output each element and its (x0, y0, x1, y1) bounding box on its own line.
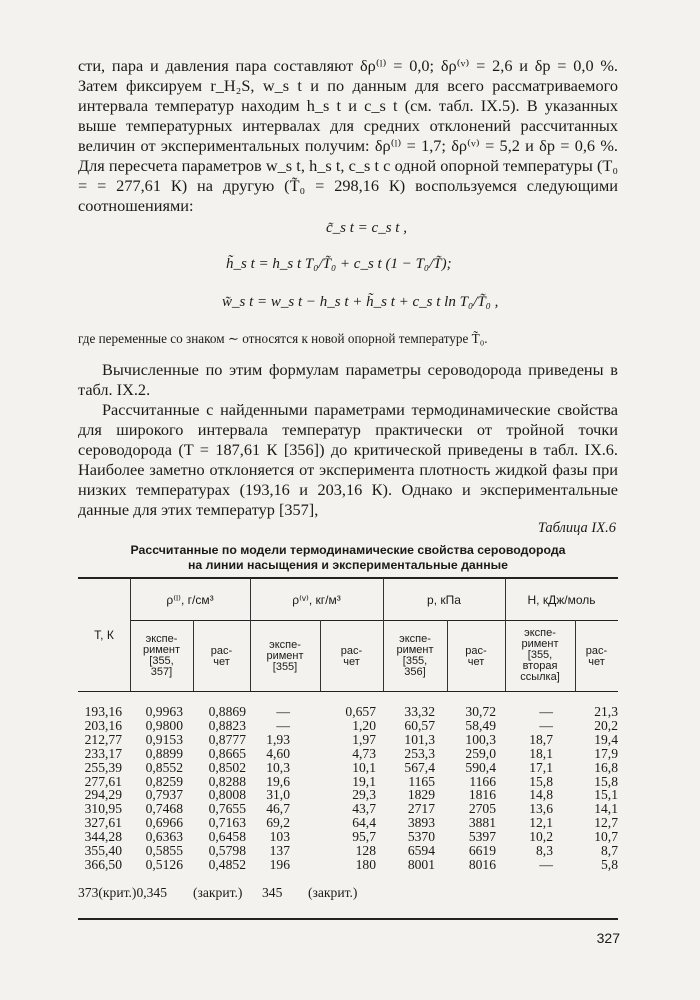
cell-rho-l-calc: 0,7655 (208, 801, 246, 817)
crit-rho-v: 345 (262, 885, 283, 900)
cell-p-calc: 1816 (468, 787, 496, 803)
cell-T: 233,17 (84, 745, 122, 761)
cell-rho-l-calc: 0,8777 (208, 731, 246, 747)
cell-p-calc: 1166 (469, 773, 496, 789)
cell-rho-l-calc: 0,5798 (208, 843, 246, 858)
cell-T: 327,61 (84, 815, 122, 831)
cell-rho-v-exp: 1,93 (266, 731, 290, 747)
cell-H-calc: 15,8 (594, 773, 618, 789)
cell-p-exp: 3893 (407, 815, 435, 831)
cell-rho-l-exp: 0,9963 (145, 704, 183, 719)
cell-rho-v-exp: 196 (269, 856, 290, 872)
cell-rho-v-exp: — (276, 717, 290, 733)
cell-p-exp: 101,3 (404, 731, 435, 747)
cell-rho-l-exp: 0,5855 (145, 843, 183, 858)
cell-rho-v-calc: 1,20 (352, 717, 376, 733)
cell-H-calc: 19,4 (594, 731, 618, 747)
cell-H-exp: 15,8 (529, 773, 553, 789)
cell-H-calc: 8,7 (601, 843, 618, 858)
cell-T: 294,29 (84, 787, 122, 803)
cell-rho-l-calc: 0,8665 (208, 745, 246, 761)
subheader-H-exp: экспе- римент [355, вторая ссылка] (520, 627, 560, 683)
cell-rho-v-calc: 128 (355, 843, 376, 858)
subheader-rho-v-calc: рас- чет (340, 645, 363, 668)
formula-1: c̃_s t = c_s t , (326, 220, 407, 236)
header-rho-v: ρ⁽ᵛ⁾, кг/м³ (292, 593, 341, 607)
cell-rho-v-calc: 180 (355, 856, 376, 872)
table-title-line-2: на линии насыщения и экспериментальные данные (188, 558, 508, 572)
cell-p-exp: 253,3 (404, 745, 435, 761)
cell-rho-l-calc: 0,4852 (208, 856, 246, 872)
cell-p-exp: 6594 (407, 843, 435, 858)
cell-rho-v-calc: 43,7 (352, 801, 376, 817)
paragraph-2 (78, 360, 618, 400)
cell-T: 355,40 (84, 843, 122, 858)
cell-rho-v-exp: — (276, 704, 290, 719)
cell-H-exp: 8,3 (536, 843, 553, 858)
table-header-rule (78, 691, 618, 692)
cell-p-calc: 30,72 (465, 704, 496, 719)
cell-H-exp: 18,1 (529, 745, 553, 761)
cell-rho-v-exp: 4,60 (266, 745, 290, 761)
paragraph-2-text: Вычисленные по этим формулам параметры сероводорода приведены в табл. IX.2. (78, 360, 618, 399)
cell-p-calc: 58,49 (465, 717, 496, 733)
cell-rho-v-exp: 137 (269, 843, 290, 858)
paragraph-3-text: Рассчитанные с найденными параметрами термодинамические свойства для широкого интервала температур практически от тройной точки сероводорода (T = 187,61 К [356]) до критической приведены в табл. IX.6. Наиболее заметно отклоняется от эксперимента плотность жидкой фазы при низких температурах (193,16 и 203,16 К). Однако и экспериментальные данные для этих температур [357], (78, 400, 618, 519)
cell-rho-v-exp: 69,2 (266, 815, 290, 831)
cell-rho-v-calc: 1,97 (352, 731, 376, 747)
cell-H-exp: — (539, 717, 553, 733)
header-T: T, К (94, 628, 114, 642)
cell-rho-l-calc: 0,8502 (208, 759, 246, 775)
cell-T: 203,16 (84, 717, 122, 733)
cell-rho-l-calc: 0,6458 (208, 829, 246, 845)
table-top-rule (78, 577, 618, 579)
cell-T: 277,61 (84, 773, 122, 789)
cell-H-exp: 17,1 (529, 759, 553, 775)
subheader-rho-l-exp: экспе- римент [355, 357] (142, 633, 181, 678)
cell-H-calc: 12,7 (594, 815, 618, 831)
cell-H-exp: 13,6 (529, 801, 553, 817)
subheader-p-calc: рас- чет (465, 645, 487, 668)
cell-p-calc: 2705 (468, 801, 496, 817)
cell-rho-l-calc: 0,8288 (208, 773, 246, 789)
cell-p-exp: 1829 (407, 787, 435, 803)
cell-T: 344,28 (84, 829, 122, 845)
subheader-rho-l-calc: рас- чет (210, 645, 233, 668)
cell-rho-l-exp: 0,6363 (145, 829, 183, 845)
header-rho-l: ρ⁽ˡ⁾, г/см³ (166, 593, 214, 607)
cell-H-calc: 15,1 (594, 787, 618, 803)
cell-rho-l-exp: 0,7468 (145, 801, 183, 817)
cell-H-exp: — (539, 704, 553, 719)
cell-rho-v-calc: 0,657 (345, 704, 376, 719)
cell-H-calc: 16,8 (594, 759, 618, 775)
table-bottom-rule (78, 918, 618, 920)
tilde-note: где переменные со знаком ∼ относятся к новой опорной температуре T̃₀. (78, 331, 488, 346)
formula-2: h̃_s t = h_s t T₀/T̃₀ + c_s t (1 − T₀/T̃); (226, 256, 452, 272)
cell-T: 193,16 (84, 704, 122, 719)
cell-rho-l-calc: 0,8823 (208, 717, 246, 733)
subheader-H-calc: рас- чет (585, 645, 608, 668)
cell-rho-l-exp: 0,8259 (145, 773, 183, 789)
crit-T: 373(крит.) (78, 885, 137, 900)
cell-T: 212,77 (84, 731, 122, 747)
crit-rho-l-note: (закрит.) (193, 885, 243, 900)
cell-p-calc: 590,4 (465, 759, 496, 775)
cell-rho-l-calc: 0,7163 (208, 815, 246, 831)
cell-p-calc: 5397 (468, 829, 496, 845)
cell-rho-v-calc: 95,7 (352, 829, 376, 845)
cell-p-calc: 8016 (468, 856, 496, 872)
cell-rho-l-exp: 0,6966 (145, 815, 183, 831)
table-group-rule (130, 620, 618, 621)
cell-p-exp: 5370 (407, 829, 435, 845)
cell-H-calc: 21,3 (594, 704, 618, 719)
paragraph-3 (78, 400, 618, 520)
cell-H-calc: 5,8 (601, 856, 618, 872)
cell-p-exp: 33,32 (404, 704, 435, 719)
cell-p-exp: 1165 (408, 773, 435, 789)
cell-p-exp: 2717 (407, 801, 435, 817)
cell-rho-v-calc: 4,73 (352, 745, 376, 761)
cell-H-calc: 20,2 (594, 717, 618, 733)
cell-H-exp: 12,1 (529, 815, 553, 831)
table-name: Таблица IX.6 (537, 520, 616, 536)
cell-H-exp: 18,7 (529, 731, 553, 747)
cell-T: 310,95 (84, 801, 122, 817)
cell-H-exp: 10,2 (529, 829, 553, 845)
cell-p-calc: 259,0 (465, 745, 496, 761)
cell-H-calc: 10,7 (594, 829, 618, 845)
table-title (78, 543, 618, 573)
cell-rho-l-calc: 0,8008 (208, 787, 246, 803)
paragraph-1-text: сти, пара и давления пара составляют δρ⁽ˡ⁾ = 0,0; δρ⁽ᵛ⁾ = 2,6 и δp = 0,0 %. Затем фиксируем r_H₂S, w_s t и по данным для всего рассматриваемого интервала температур находим h_s t и c_s t (см. табл. IX.5). В указанных выше температурных интервалах для средних отклонений рассчитанных величин от экспериментальных получим: δρ⁽ˡ⁾ = 1,7; δρ⁽ᵛ⁾ = 5,2 и δp = 0,6 %. Для пересчета параметров w_s t, h_s t, c_s t с одной опорной температуры (T₀ = = 277,61 К) на другую (T̃₀ = 298,16 К) воспользуемся следующими соотношениями: (78, 56, 618, 215)
cell-p-exp: 60,57 (404, 717, 435, 733)
header-p: p, кПа (427, 593, 461, 607)
cell-rho-l-exp: 0,8552 (145, 759, 183, 775)
cell-rho-v-calc: 64,4 (352, 815, 376, 831)
crit-rho-l: 0,345 (136, 885, 168, 900)
cell-H-calc: 17,9 (594, 745, 618, 761)
cell-p-calc: 100,3 (465, 731, 496, 747)
cell-rho-l-exp: 0,5126 (145, 856, 183, 872)
cell-rho-v-calc: 29,3 (352, 787, 376, 803)
crit-rho-v-note: (закрит.) (308, 885, 358, 900)
cell-H-exp: — (539, 856, 553, 872)
cell-rho-l-exp: 0,7937 (145, 787, 183, 803)
table-title-line-1: Рассчитанные по модели термодинамические свойства сероводорода (130, 543, 566, 557)
cell-rho-l-calc: 0,8869 (208, 704, 246, 719)
cell-H-calc: 14,1 (594, 801, 618, 817)
cell-rho-l-exp: 0,9153 (145, 731, 183, 747)
cell-p-exp: 8001 (407, 856, 435, 872)
formula-3: w̃_s t = w_s t − h_s t + h̃_s t + c_s t ln T₀/T̃₀ , (222, 294, 499, 310)
cell-H-exp: 14,8 (529, 787, 553, 803)
cell-p-calc: 6619 (468, 843, 496, 858)
cell-rho-v-exp: 10,3 (266, 759, 290, 775)
cell-rho-v-exp: 46,7 (266, 801, 290, 817)
cell-p-exp: 567,4 (404, 759, 435, 775)
cell-rho-l-exp: 0,9800 (145, 717, 183, 733)
paragraph-1 (78, 56, 618, 216)
subheader-rho-v-exp: экспе- римент [355] (266, 639, 304, 673)
cell-rho-l-exp: 0,8899 (145, 745, 183, 761)
cell-rho-v-calc: 10,1 (352, 759, 376, 775)
page-number: 327 (596, 930, 620, 946)
cell-rho-v-exp: 103 (269, 829, 290, 845)
cell-rho-v-calc: 19,1 (352, 773, 376, 789)
cell-rho-v-exp: 31,0 (266, 787, 290, 803)
subheader-p-exp: экспе- римент [355, 356] (396, 633, 434, 678)
cell-T: 255,39 (84, 759, 122, 775)
cell-p-calc: 3881 (468, 815, 496, 831)
header-H: H, кДж/моль (527, 593, 596, 607)
crit-row (78, 886, 167, 900)
cell-T: 366,50 (84, 856, 122, 872)
cell-rho-v-exp: 19,6 (266, 773, 290, 789)
